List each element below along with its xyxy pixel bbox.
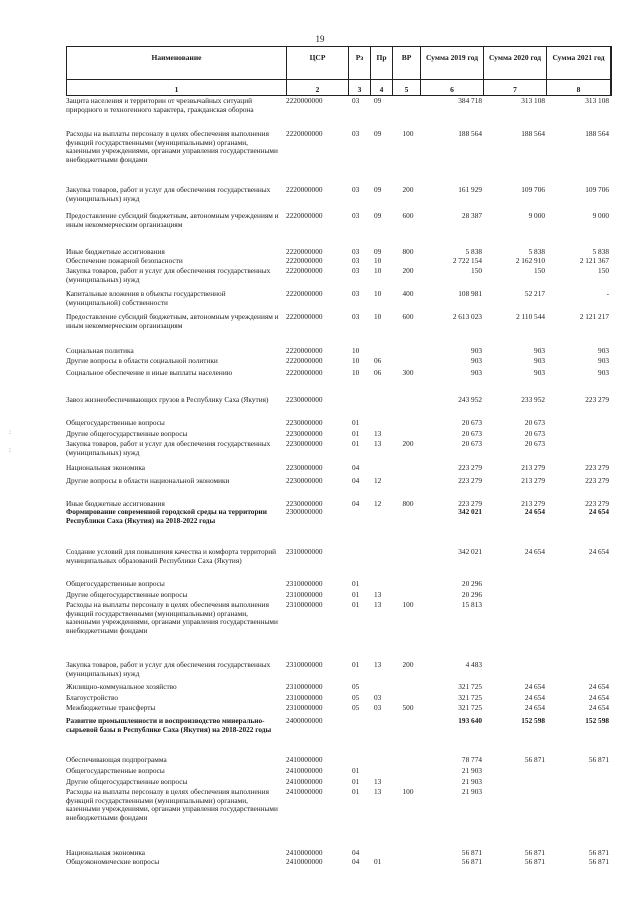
- row-sum-2019: 5 838: [465, 247, 482, 256]
- row-vr: 200: [402, 185, 414, 194]
- row-vr: 100: [402, 787, 414, 796]
- header-rz-title: Рз: [355, 53, 364, 62]
- header-csr-num: 2: [315, 85, 320, 94]
- row-csr: 2410000000: [286, 787, 323, 796]
- row-csr: 2230000000: [286, 395, 323, 404]
- row-pr: 03: [374, 693, 382, 702]
- row-name: Предоставление субсидий бюджетным, автономным учреждениям и иным некоммерческим организациям: [66, 211, 279, 229]
- row-name: Капитальные вложения в объекты государственной (муниципальной) собственности: [66, 289, 226, 307]
- row-rz: 04: [352, 848, 360, 857]
- row-csr: 2230000000: [286, 499, 323, 508]
- row-sum-2021: 9 000: [592, 211, 609, 220]
- row-sum-2021: 150: [598, 266, 609, 275]
- row-sum-2020: 213 279: [521, 499, 545, 508]
- row-sum-2019: 161 929: [458, 185, 482, 194]
- row-rz: 04: [352, 857, 360, 866]
- row-sum-2019: 321 725: [458, 693, 482, 702]
- row-sum-2020: 313 108: [521, 96, 545, 105]
- row-rz: 04: [352, 476, 360, 485]
- row-sum-2021: 56 871: [588, 848, 609, 857]
- row-rz: 03: [352, 247, 360, 256]
- row-sum-2021: 223 279: [585, 476, 609, 485]
- row-rz: 03: [352, 211, 360, 220]
- row-sum-2020: 903: [534, 368, 545, 377]
- row-sum-2019: 56 871: [461, 857, 482, 866]
- row-name: Другие общегосударственные вопросы: [66, 590, 188, 599]
- row-sum-2019: 2 722 154: [452, 256, 482, 265]
- row-name: Межбюджетные трансферты: [66, 703, 156, 712]
- row-rz: 10: [352, 368, 360, 377]
- row-sum-2019: 243 952: [458, 395, 482, 404]
- row-csr: 2410000000: [286, 777, 323, 786]
- row-sum-2019: 56 871: [461, 848, 482, 857]
- row-sum-2019: 321 725: [458, 703, 482, 712]
- row-sum-2020: 56 871: [524, 848, 545, 857]
- row-sum-2021: 2 121 367: [579, 256, 609, 265]
- header-pr-num: 4: [379, 85, 384, 94]
- row-sum-2020: 24 654: [524, 507, 545, 516]
- row-csr: 2220000000: [286, 346, 323, 355]
- row-csr: 2220000000: [286, 256, 323, 265]
- row-name: Другие общегосударственные вопросы: [66, 429, 188, 438]
- row-pr: 13: [374, 777, 382, 786]
- row-sum-2019: 78 774: [461, 755, 482, 764]
- row-pr: 09: [374, 185, 382, 194]
- row-sum-2019: 223 279: [458, 463, 482, 472]
- row-sum-2019: 21 903: [461, 787, 482, 796]
- row-csr: 2310000000: [286, 600, 323, 609]
- row-pr: 09: [374, 247, 382, 256]
- header-sum2020-num: 7: [513, 85, 517, 94]
- row-rz: 01: [352, 590, 360, 599]
- row-name: Защита населения и территории от чрезвычайных ситуаций природного и техногенного характера, гражданская оборона: [66, 96, 254, 114]
- row-sum-2020: 5 838: [528, 247, 545, 256]
- row-sum-2020: 20 673: [524, 418, 545, 427]
- row-rz: 01: [352, 766, 360, 775]
- row-name: Закупка товаров, работ и услуг для обеспечения государственных (муниципальных) нужд: [66, 439, 271, 457]
- row-sum-2020: 213 279: [521, 463, 545, 472]
- row-rz: 01: [352, 660, 360, 669]
- row-name: Другие вопросы в области национальной экономики: [66, 476, 230, 485]
- row-csr: 2410000000: [286, 857, 323, 866]
- header-sum2021-num: 8: [576, 85, 581, 94]
- row-rz: 03: [352, 256, 360, 265]
- row-sum-2020: 56 871: [524, 755, 545, 764]
- header-pr-title: Пр: [376, 53, 387, 62]
- row-vr: 800: [402, 499, 414, 508]
- row-pr: 13: [374, 660, 382, 669]
- row-name: Другие вопросы в области социальной политики: [66, 356, 218, 365]
- row-vr: 100: [402, 129, 414, 138]
- row-name: Общегосударственные вопросы: [66, 766, 165, 775]
- header-name-num: 1: [174, 85, 179, 94]
- row-name: Создание условий для повышения качества и комфорта территорий муниципальных образований Республики Саха (Якутия): [66, 547, 277, 565]
- row-sum-2019: 903: [471, 368, 482, 377]
- row-csr: 2310000000: [286, 590, 323, 599]
- row-csr: 2230000000: [286, 463, 323, 472]
- row-vr: 200: [402, 660, 414, 669]
- row-sum-2019: 188 564: [458, 129, 482, 138]
- row-sum-2019: 321 725: [458, 682, 482, 691]
- row-sum-2019: 4 483: [465, 660, 482, 669]
- row-sum-2021: 223 279: [585, 463, 609, 472]
- row-sum-2020: 213 279: [521, 476, 545, 485]
- row-csr: 2220000000: [286, 368, 323, 377]
- row-rz: 01: [352, 439, 360, 448]
- row-pr: 13: [374, 787, 382, 796]
- row-rz: 04: [352, 499, 360, 508]
- row-sum-2020: 150: [534, 266, 545, 275]
- row-name: Жилищно-коммунальное хозяйство: [66, 682, 177, 691]
- row-name: Национальная экономика: [66, 848, 146, 857]
- row-pr: 12: [374, 476, 382, 485]
- row-csr: 2410000000: [286, 766, 323, 775]
- row-sum-2020: 109 706: [521, 185, 545, 194]
- row-sum-2019: 342 021: [458, 547, 482, 556]
- row-name: Формирование современной городской среды на территории Республики Саха (Якутия) на 2018-2022 годы: [66, 507, 267, 525]
- row-name: Развитие промышленности и воспроизводство минерально-сырьевой базы в Республике Саха (Якутия) на 2018-2022 годы: [66, 716, 272, 734]
- row-pr: 13: [374, 590, 382, 599]
- header-sum2020-title: Сумма 2020 год: [488, 53, 542, 62]
- row-sum-2020: 56 871: [524, 857, 545, 866]
- row-rz: 03: [352, 289, 360, 298]
- header-vr-num: 5: [404, 85, 409, 94]
- row-sum-2021: 152 598: [585, 716, 609, 725]
- row-sum-2020: 188 564: [521, 129, 545, 138]
- row-sum-2021: 903: [598, 346, 609, 355]
- row-csr: 2220000000: [286, 266, 323, 275]
- row-sum-2019: 223 279: [458, 499, 482, 508]
- row-sum-2019: 903: [471, 346, 482, 355]
- row-sum-2019: 15 813: [461, 600, 482, 609]
- header-sum2019-num: 6: [450, 85, 454, 94]
- row-pr: 12: [374, 499, 382, 508]
- row-pr: 01: [374, 857, 382, 866]
- row-name: Иные бюджетные ассигнования: [66, 499, 165, 508]
- row-sum-2019: 108 981: [458, 289, 482, 298]
- row-rz: 10: [352, 356, 360, 365]
- row-sum-2020: 903: [534, 356, 545, 365]
- row-sum-2021: 24 654: [588, 507, 609, 516]
- row-name: Расходы на выплаты персоналу в целях обеспечения выполнения функций государственными (муниципальными) органами, казенными учреждениями, органами управления государственными внебюджетными фондами: [66, 600, 278, 635]
- row-rz: 03: [352, 266, 360, 275]
- row-csr: 2310000000: [286, 579, 323, 588]
- row-sum-2020: 24 654: [524, 547, 545, 556]
- row-pr: 13: [374, 429, 382, 438]
- row-csr: 2300000000: [286, 507, 323, 516]
- row-sum-2019: 21 903: [461, 766, 482, 775]
- row-name: Закупка товаров, работ и услуг для обеспечения государственных (муниципальных) нужд: [66, 266, 271, 284]
- row-csr: 2220000000: [286, 96, 323, 105]
- row-name: Завоз жизнеобеспечивающих грузов в Республику Саха (Якутия): [66, 395, 269, 404]
- row-sum-2019: 223 279: [458, 476, 482, 485]
- row-pr: 13: [374, 439, 382, 448]
- row-name: Обеспечивающая подпрограмма: [66, 755, 167, 764]
- row-csr: 2220000000: [286, 289, 323, 298]
- row-name: Иные бюджетные ассигнования: [66, 247, 165, 256]
- row-name: Социальная политика: [66, 346, 134, 355]
- row-pr: 10: [374, 266, 382, 275]
- row-pr: 09: [374, 129, 382, 138]
- header-rz-num: 3: [357, 85, 362, 94]
- header-csr-title: ЦСР: [309, 53, 326, 62]
- row-sum-2019: 384 718: [458, 96, 482, 105]
- row-pr: 10: [374, 289, 382, 298]
- row-pr: 13: [374, 600, 382, 609]
- row-sum-2020: 2 110 544: [516, 312, 545, 321]
- row-csr: 2220000000: [286, 247, 323, 256]
- row-sum-2020: 9 000: [528, 211, 545, 220]
- row-rz: 05: [352, 682, 360, 691]
- row-name: Другие общегосударственные вопросы: [66, 777, 188, 786]
- row-csr: 2230000000: [286, 429, 323, 438]
- row-sum-2021: 5 838: [592, 247, 609, 256]
- row-sum-2019: 150: [471, 266, 482, 275]
- row-sum-2021: 24 654: [588, 682, 609, 691]
- row-name: Общеэкономические вопросы: [66, 857, 160, 866]
- row-sum-2019: 193 640: [458, 716, 482, 725]
- row-sum-2019: 20 296: [461, 590, 482, 599]
- row-sum-2019: 20 673: [461, 429, 482, 438]
- row-sum-2021: 223 279: [585, 395, 609, 404]
- row-sum-2019: 342 021: [458, 507, 482, 516]
- row-name: Обеспечение пожарной безопасности: [66, 256, 183, 265]
- row-name: Общегосударственные вопросы: [66, 418, 165, 427]
- row-csr: 2220000000: [286, 312, 323, 321]
- row-vr: 300: [402, 368, 414, 377]
- page-number: 19: [315, 34, 325, 44]
- row-rz: 01: [352, 787, 360, 796]
- row-rz: 03: [352, 312, 360, 321]
- row-sum-2021: 56 871: [588, 857, 609, 866]
- row-rz: 05: [352, 703, 360, 712]
- row-csr: 2400000000: [286, 716, 323, 725]
- row-sum-2021: 109 706: [585, 185, 609, 194]
- row-rz: 01: [352, 418, 360, 427]
- row-pr: 03: [374, 703, 382, 712]
- row-sum-2019: 20 673: [461, 418, 482, 427]
- row-sum-2021: 188 564: [585, 129, 609, 138]
- row-sum-2019: 20 673: [461, 439, 482, 448]
- row-pr: 10: [374, 256, 382, 265]
- row-csr: 2230000000: [286, 418, 323, 427]
- row-sum-2020: 2 162 910: [515, 256, 545, 265]
- row-rz: 03: [352, 96, 360, 105]
- row-vr: 100: [402, 600, 414, 609]
- row-sum-2020: 233 952: [521, 395, 545, 404]
- row-sum-2020: 20 673: [524, 429, 545, 438]
- row-pr: 06: [374, 356, 382, 365]
- row-sum-2019: 903: [471, 356, 482, 365]
- row-rz: 03: [352, 185, 360, 194]
- row-sum-2021: 223 279: [585, 499, 609, 508]
- row-sum-2021: 56 871: [588, 755, 609, 764]
- row-vr: 800: [402, 247, 414, 256]
- row-csr: 2230000000: [286, 476, 323, 485]
- row-vr: 200: [402, 439, 414, 448]
- row-rz: 10: [352, 346, 360, 355]
- row-csr: 2310000000: [286, 660, 323, 669]
- row-sum-2021: 903: [598, 368, 609, 377]
- row-name: Общегосударственные вопросы: [66, 579, 165, 588]
- row-sum-2020: 24 654: [524, 703, 545, 712]
- row-pr: 09: [374, 96, 382, 105]
- row-sum-2021: 24 654: [588, 693, 609, 702]
- row-sum-2021: 24 654: [588, 703, 609, 712]
- row-sum-2019: 2 613 023: [452, 312, 482, 321]
- row-csr: 2220000000: [286, 211, 323, 220]
- row-rz: 01: [352, 600, 360, 609]
- row-rz: 01: [352, 579, 360, 588]
- row-sum-2021: 24 654: [588, 547, 609, 556]
- row-sum-2021: -: [606, 289, 609, 298]
- row-sum-2019: 21 903: [461, 777, 482, 786]
- row-name: Закупка товаров, работ и услуг для обеспечения государственных (муниципальных) нужд: [66, 185, 271, 203]
- row-vr: 400: [402, 289, 414, 298]
- row-name: Благоустройство: [66, 693, 118, 702]
- row-sum-2019: 20 296: [461, 579, 482, 588]
- margin-mark: :: [9, 446, 11, 454]
- row-csr: 2410000000: [286, 755, 323, 764]
- row-rz: 03: [352, 129, 360, 138]
- row-sum-2021: 313 108: [585, 96, 609, 105]
- row-sum-2021: 2 121 217: [579, 312, 609, 321]
- row-csr: 2230000000: [286, 439, 323, 448]
- row-sum-2020: 52 217: [524, 289, 545, 298]
- header-sum2019-title: Сумма 2019 год: [425, 53, 479, 62]
- header-name-title: Наименование: [151, 53, 202, 62]
- row-csr: 2310000000: [286, 547, 323, 556]
- row-rz: 05: [352, 693, 360, 702]
- header-sum2021-title: Сумма 2021 год: [552, 53, 605, 62]
- row-pr: 06: [374, 368, 382, 377]
- row-rz: 04: [352, 463, 360, 472]
- margin-mark: :: [9, 428, 11, 436]
- row-name: Национальная экономика: [66, 463, 146, 472]
- row-sum-2019: 28 387: [461, 211, 482, 220]
- row-csr: 2310000000: [286, 682, 323, 691]
- row-name: Расходы на выплаты персоналу в целях обеспечения выполнения функций государственными (муниципальными) органами, казенными учреждениями, органами управления государственными внебюджетными фондами: [66, 787, 278, 822]
- row-rz: 01: [352, 429, 360, 438]
- row-name: Расходы на выплаты персоналу в целях обеспечения выполнения функций государственными (муниципальными) органами, казенными учреждениями, органами управления государственными внебюджетными фондами: [66, 129, 278, 164]
- row-sum-2021: 903: [598, 356, 609, 365]
- row-sum-2020: 24 654: [524, 693, 545, 702]
- header-vr-title: ВР: [401, 53, 412, 62]
- row-csr: 2310000000: [286, 693, 323, 702]
- row-vr: 600: [402, 312, 414, 321]
- row-csr: 2220000000: [286, 129, 323, 138]
- row-sum-2020: 152 598: [521, 716, 545, 725]
- row-name: Предоставление субсидий бюджетным, автономным учреждениям и иным некоммерческим организациям: [66, 312, 279, 330]
- row-csr: 2220000000: [286, 185, 323, 194]
- row-sum-2020: 20 673: [524, 439, 545, 448]
- row-rz: 01: [352, 777, 360, 786]
- row-pr: 10: [374, 312, 382, 321]
- row-pr: 09: [374, 211, 382, 220]
- row-vr: 500: [402, 703, 414, 712]
- row-vr: 600: [402, 211, 414, 220]
- row-sum-2020: 24 654: [524, 682, 545, 691]
- row-csr: 2220000000: [286, 356, 323, 365]
- row-name: Закупка товаров, работ и услуг для обеспечения государственных (муниципальных) нужд: [66, 660, 271, 678]
- row-name: Социальное обеспечение и иные выплаты населению: [66, 368, 233, 377]
- row-sum-2020: 903: [534, 346, 545, 355]
- row-vr: 200: [402, 266, 414, 275]
- row-csr: 2410000000: [286, 848, 323, 857]
- row-csr: 2310000000: [286, 703, 323, 712]
